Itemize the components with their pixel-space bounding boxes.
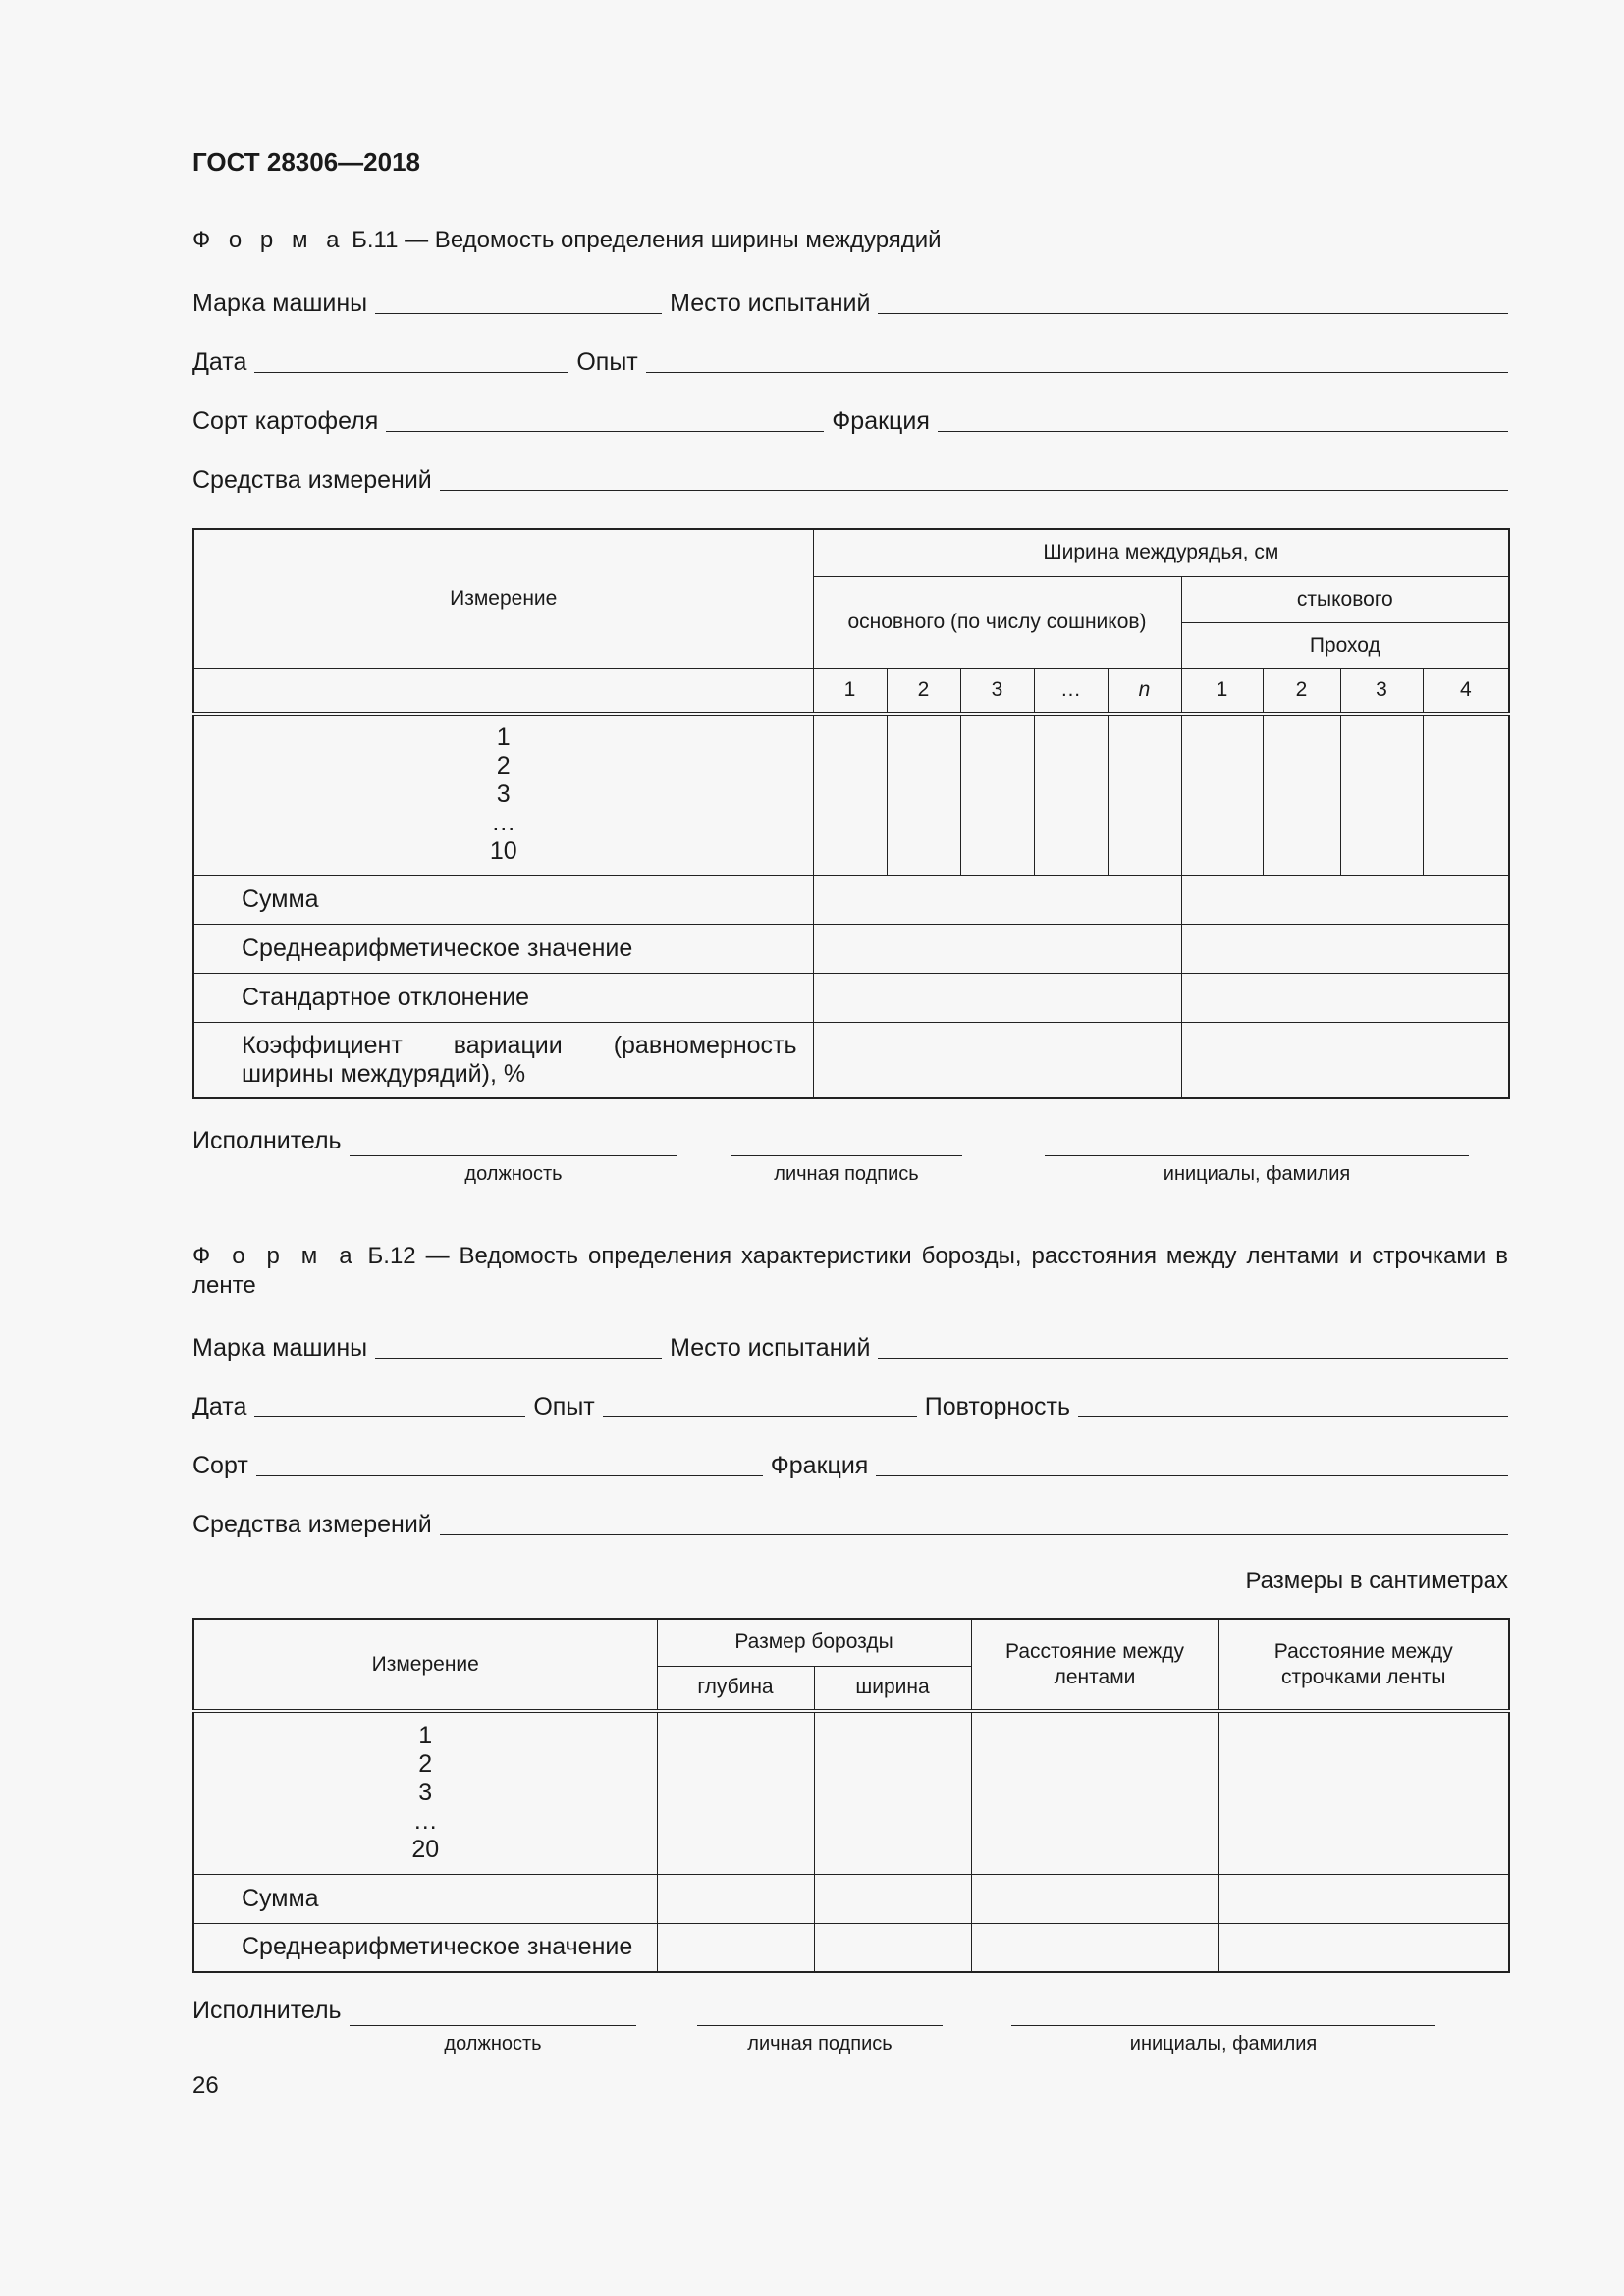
- place-label: Место испытаний: [670, 1334, 871, 1362]
- data-cell[interactable]: [1340, 714, 1423, 875]
- data-cell[interactable]: [1108, 714, 1181, 875]
- form-b12-title-text: Б.12 — Ведомость определения характеристики борозды, расстояния между лентами и строчками в ленте: [192, 1243, 1508, 1299]
- header-row-width: Ширина междурядья, см: [813, 529, 1509, 576]
- table-row: [193, 973, 1509, 1022]
- document-code: ГОСТ 28306—2018: [192, 147, 420, 177]
- position-field[interactable]: [350, 1155, 677, 1156]
- date-label: Дата: [192, 348, 247, 376]
- col-pass-1: 1: [1181, 668, 1263, 714]
- form-b11-table: [192, 528, 1510, 1099]
- signature-caption: личная подпись: [774, 1163, 919, 1185]
- data-cell[interactable]: [813, 1022, 1181, 1098]
- position-caption: должность: [464, 1163, 563, 1185]
- data-cell[interactable]: [1218, 1711, 1509, 1874]
- col-main-ellipsis: …: [1034, 668, 1108, 714]
- header-furrow-size: Размер борозды: [657, 1619, 971, 1666]
- data-cell[interactable]: [1181, 1022, 1509, 1098]
- variety-field[interactable]: [386, 403, 824, 432]
- col-main-n: n: [1108, 668, 1181, 714]
- form-b11-date-experiment-line: [192, 344, 1508, 377]
- data-cell[interactable]: [814, 1711, 971, 1874]
- name-field[interactable]: [1011, 2025, 1435, 2026]
- variety-label: Сорт картофеля: [192, 407, 379, 435]
- experiment-label: Опыт: [576, 348, 638, 376]
- data-cell[interactable]: [1263, 714, 1340, 875]
- data-cell[interactable]: [887, 714, 960, 875]
- place-label: Место испытаний: [670, 290, 871, 317]
- col-pass-4: 4: [1423, 668, 1509, 714]
- instruments-label: Средства измерений: [192, 466, 432, 494]
- fraction-label: Фракция: [832, 407, 930, 435]
- data-cell[interactable]: [1034, 714, 1108, 875]
- header-between-rows: Расстояние между строчками ленты: [1218, 1619, 1509, 1711]
- data-cell[interactable]: [971, 1923, 1218, 1972]
- measure-row-label: 1: [496, 723, 511, 752]
- header-between-bands: Расстояние между лентами: [971, 1619, 1218, 1711]
- data-cell[interactable]: [813, 973, 1181, 1022]
- date-field[interactable]: [254, 345, 568, 373]
- header-joint-row-width: стыкового: [1181, 576, 1509, 622]
- measure-row-label: 1: [418, 1722, 433, 1750]
- header-measurement: Измерение: [193, 529, 813, 668]
- form-b11-title-text: Б.11 — Ведомость определения ширины междурядий: [352, 227, 942, 253]
- measure-row-label: …: [412, 1807, 438, 1836]
- table-row: [193, 714, 1509, 875]
- data-cell[interactable]: [657, 1923, 814, 1972]
- header-depth: глубина: [657, 1666, 814, 1711]
- form-b12-signature: [192, 1996, 1508, 2055]
- experiment-label: Опыт: [533, 1393, 595, 1420]
- form-b12-date-experiment-line: [192, 1388, 1508, 1421]
- machine-label: Марка машины: [192, 290, 368, 317]
- measure-row-label: 3: [496, 780, 511, 809]
- form-b11-signature: [192, 1126, 1508, 1185]
- machine-field[interactable]: [375, 1330, 662, 1359]
- table-row: [193, 1923, 1509, 1972]
- fraction-label: Фракция: [770, 1452, 869, 1479]
- data-cell[interactable]: [657, 1711, 814, 1874]
- table-row: [193, 1022, 1509, 1098]
- page-number: 26: [192, 2072, 219, 2099]
- signature-caption: личная подпись: [747, 2033, 893, 2055]
- data-cell[interactable]: [971, 1711, 1218, 1874]
- row-mean-label: Среднеарифметическое значение: [193, 1923, 657, 1972]
- form-b11-instruments-line: [192, 461, 1508, 495]
- data-cell[interactable]: [1423, 714, 1509, 875]
- form-b12-title-prefix: Ф о р м а: [192, 1243, 358, 1269]
- experiment-field[interactable]: [646, 345, 1508, 373]
- header-measurement: Измерение: [193, 1619, 657, 1711]
- col-pass-3: 3: [1340, 668, 1423, 714]
- measure-row-label: 2: [496, 752, 511, 780]
- fraction-field[interactable]: [876, 1448, 1508, 1476]
- data-cell[interactable]: [971, 1874, 1218, 1923]
- measure-row-label: 20: [411, 1836, 440, 1864]
- position-caption: должность: [444, 2033, 542, 2055]
- col-main-1: 1: [813, 668, 887, 714]
- header-empty: [193, 668, 813, 714]
- form-b11-title-prefix: Ф о р м а: [192, 227, 346, 253]
- repeat-field[interactable]: [1078, 1389, 1508, 1417]
- place-field[interactable]: [878, 1330, 1508, 1359]
- header-main-row-width: основного (по числу сошников): [813, 576, 1181, 668]
- instruments-field[interactable]: [440, 462, 1508, 491]
- row-stddev-label: Стандартное отклонение: [193, 973, 813, 1022]
- signature-field[interactable]: [697, 2025, 943, 2026]
- row-variation-label: Коэффициент вариации (равномерность ширины междурядий), %: [193, 1022, 813, 1098]
- machine-label: Марка машины: [192, 1334, 368, 1362]
- measure-row-label: 10: [489, 837, 517, 866]
- variety-field[interactable]: [256, 1448, 763, 1476]
- data-cell[interactable]: [1181, 714, 1263, 875]
- table-row: [193, 1874, 1509, 1923]
- form-b12-title: [192, 1242, 1508, 1301]
- row-sum-label: Сумма: [193, 1874, 657, 1923]
- performer-label: Исполнитель: [192, 1997, 342, 2024]
- place-field[interactable]: [878, 286, 1508, 314]
- data-cell[interactable]: [813, 924, 1181, 973]
- form-b11-title: [192, 226, 1508, 255]
- performer-label: Исполнитель: [192, 1127, 342, 1154]
- data-cell[interactable]: [814, 1874, 971, 1923]
- signature-field[interactable]: [731, 1155, 962, 1156]
- measurement-numbers: [193, 1711, 657, 1874]
- row-sum-label: Сумма: [193, 875, 813, 924]
- table-row: [193, 924, 1509, 973]
- instruments-label: Средства измерений: [192, 1511, 432, 1538]
- data-cell[interactable]: [657, 1874, 814, 1923]
- header-width: ширина: [814, 1666, 971, 1711]
- data-cell[interactable]: [1181, 973, 1509, 1022]
- data-cell[interactable]: [813, 875, 1181, 924]
- data-cell[interactable]: [1181, 924, 1509, 973]
- measure-row-label: …: [491, 809, 516, 837]
- form-b11-machine-place-line: [192, 285, 1508, 318]
- name-caption: инициалы, фамилия: [1163, 1163, 1351, 1185]
- units-note: Размеры в сантиметрах: [1245, 1568, 1508, 1594]
- fraction-field[interactable]: [938, 403, 1508, 432]
- table-row: [193, 875, 1509, 924]
- form-b12-instruments-line: [192, 1506, 1508, 1539]
- position-field[interactable]: [350, 2025, 636, 2026]
- measure-row-label: 2: [418, 1750, 433, 1779]
- header-pass: Проход: [1181, 622, 1509, 668]
- data-cell[interactable]: [814, 1923, 971, 1972]
- machine-field[interactable]: [375, 286, 662, 314]
- form-b12-machine-place-line: [192, 1329, 1508, 1362]
- repeat-label: Повторность: [924, 1393, 1071, 1420]
- data-cell[interactable]: [1218, 1923, 1509, 1972]
- data-cell[interactable]: [1181, 875, 1509, 924]
- col-main-3: 3: [960, 668, 1034, 714]
- name-field[interactable]: [1045, 1155, 1469, 1156]
- data-cell[interactable]: [1218, 1874, 1509, 1923]
- form-b11-variety-fraction-line: [192, 402, 1508, 436]
- instruments-field[interactable]: [440, 1507, 1508, 1535]
- name-caption: инициалы, фамилия: [1129, 2033, 1318, 2055]
- date-field[interactable]: [254, 1389, 525, 1417]
- variety-label: Сорт: [192, 1452, 248, 1479]
- data-cell[interactable]: [960, 714, 1034, 875]
- experiment-field[interactable]: [603, 1389, 917, 1417]
- form-b12-table: [192, 1618, 1510, 1973]
- col-main-2: 2: [887, 668, 960, 714]
- data-cell[interactable]: [813, 714, 887, 875]
- measure-row-label: 3: [418, 1779, 433, 1807]
- col-pass-2: 2: [1263, 668, 1340, 714]
- table-row: [193, 1711, 1509, 1874]
- form-b12-variety-fraction-line: [192, 1447, 1508, 1480]
- date-label: Дата: [192, 1393, 247, 1420]
- measurement-numbers: [193, 714, 813, 875]
- row-mean-label: Среднеарифметическое значение: [193, 924, 813, 973]
